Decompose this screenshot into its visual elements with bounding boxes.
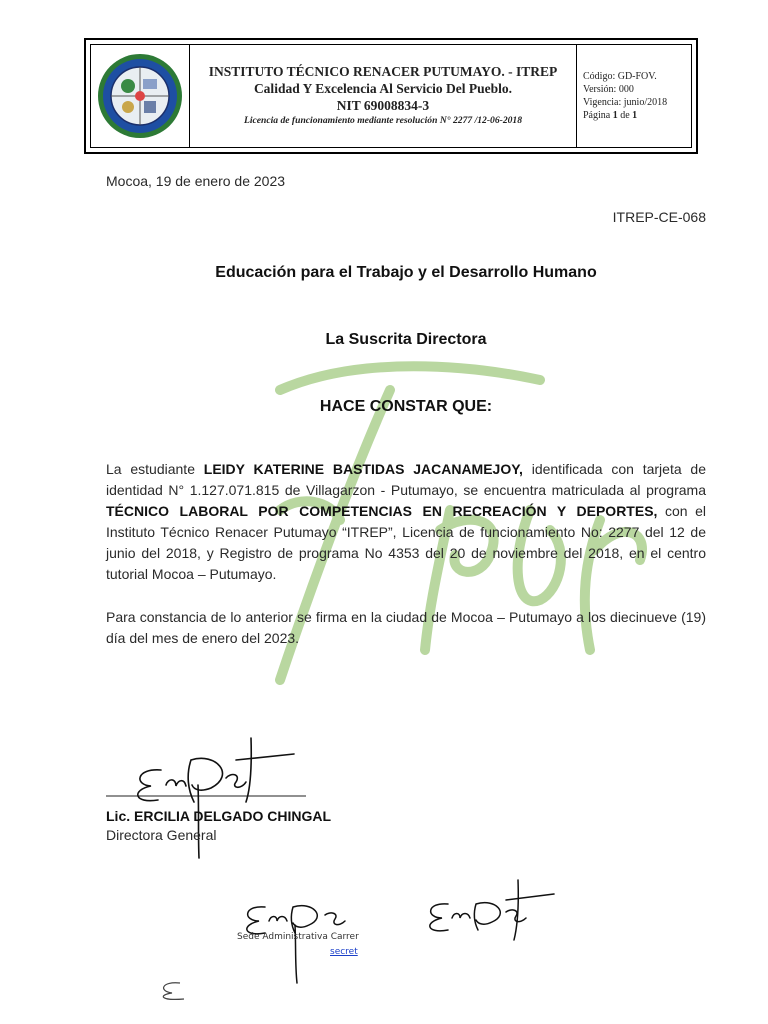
institute-logo [91, 45, 190, 147]
signature-fragment [150, 975, 210, 1005]
footer-signature-2 [420, 878, 560, 973]
doc-code: Código: GD-FOV. [583, 71, 657, 82]
place-date: Mocoa, 19 de enero de 2023 [106, 173, 286, 189]
document-header [84, 38, 698, 154]
signer-title: Directora General [106, 827, 217, 843]
doc-version: Versión: 000 [583, 84, 634, 95]
reference-code: ITREP-CE-068 [612, 209, 706, 225]
watermark-text: Itrep [240, 360, 243, 361]
license-line: Licencia de funcionamiento mediante resolución N° 2277 /12-06-2018 [243, 115, 523, 126]
footer-address: Sede Administrativa Carrer [237, 932, 359, 942]
student-name: LEIDY KATERINE BASTIDAS JACANAMEJOY, [203, 461, 523, 477]
institute-name: INSTITUTO TÉCNICO RENACER PUTUMAYO. - ITREP [208, 64, 558, 79]
doc-validity: Vigencia: junio/2018 [583, 97, 668, 108]
heading-director: La Suscrita Directora [325, 331, 487, 348]
seal-icon [96, 52, 184, 140]
heading-certify: HACE CONSTAR QUE: [319, 398, 493, 415]
signer-name: Lic. ERCILIA DELGADO CHINGAL [106, 808, 332, 824]
footer-email-link[interactable]: secret [330, 947, 358, 957]
certificate-body: La estudiante LEIDY KATERINE BASTIDAS JACANAMEJOY, identificada con tarjeta de identidad N° 1.127.071.815 de Villagarzon - Putumayo, se encuentra matriculada al programa TÉCNICO LABORAL POR COMPETENCIAS EN RECREACIÓN Y DEPORTES, con el Instituto Técnico Renacer Putumayo “ITREP”, Licencia de funcionamiento No: 2277 del 12 de junio del 2018, y Registro de programa No 4353 del 20 de noviembre del 2018, en el centro tutorial Mocoa – Putumayo. [106, 461, 706, 582]
closing-paragraph: Para constancia de lo anterior se firma en la ciudad de Mocoa – Putumayo a los diecinueve (19) día del mes de enero del 2023. [106, 609, 706, 646]
institute-nit: NIT 69008834-3 [336, 98, 430, 113]
program-name: TÉCNICO LABORAL POR COMPETENCIAS EN RECREACIÓN Y DEPORTES, [106, 503, 658, 519]
doc-page: Página 1 de 1 [583, 110, 638, 121]
heading-education: Educación para el Trabajo y el Desarrollo Humano [215, 264, 597, 281]
document-control-info [577, 45, 691, 147]
institute-slogan: Calidad Y Excelencia Al Servicio Del Pueblo. [253, 81, 513, 96]
